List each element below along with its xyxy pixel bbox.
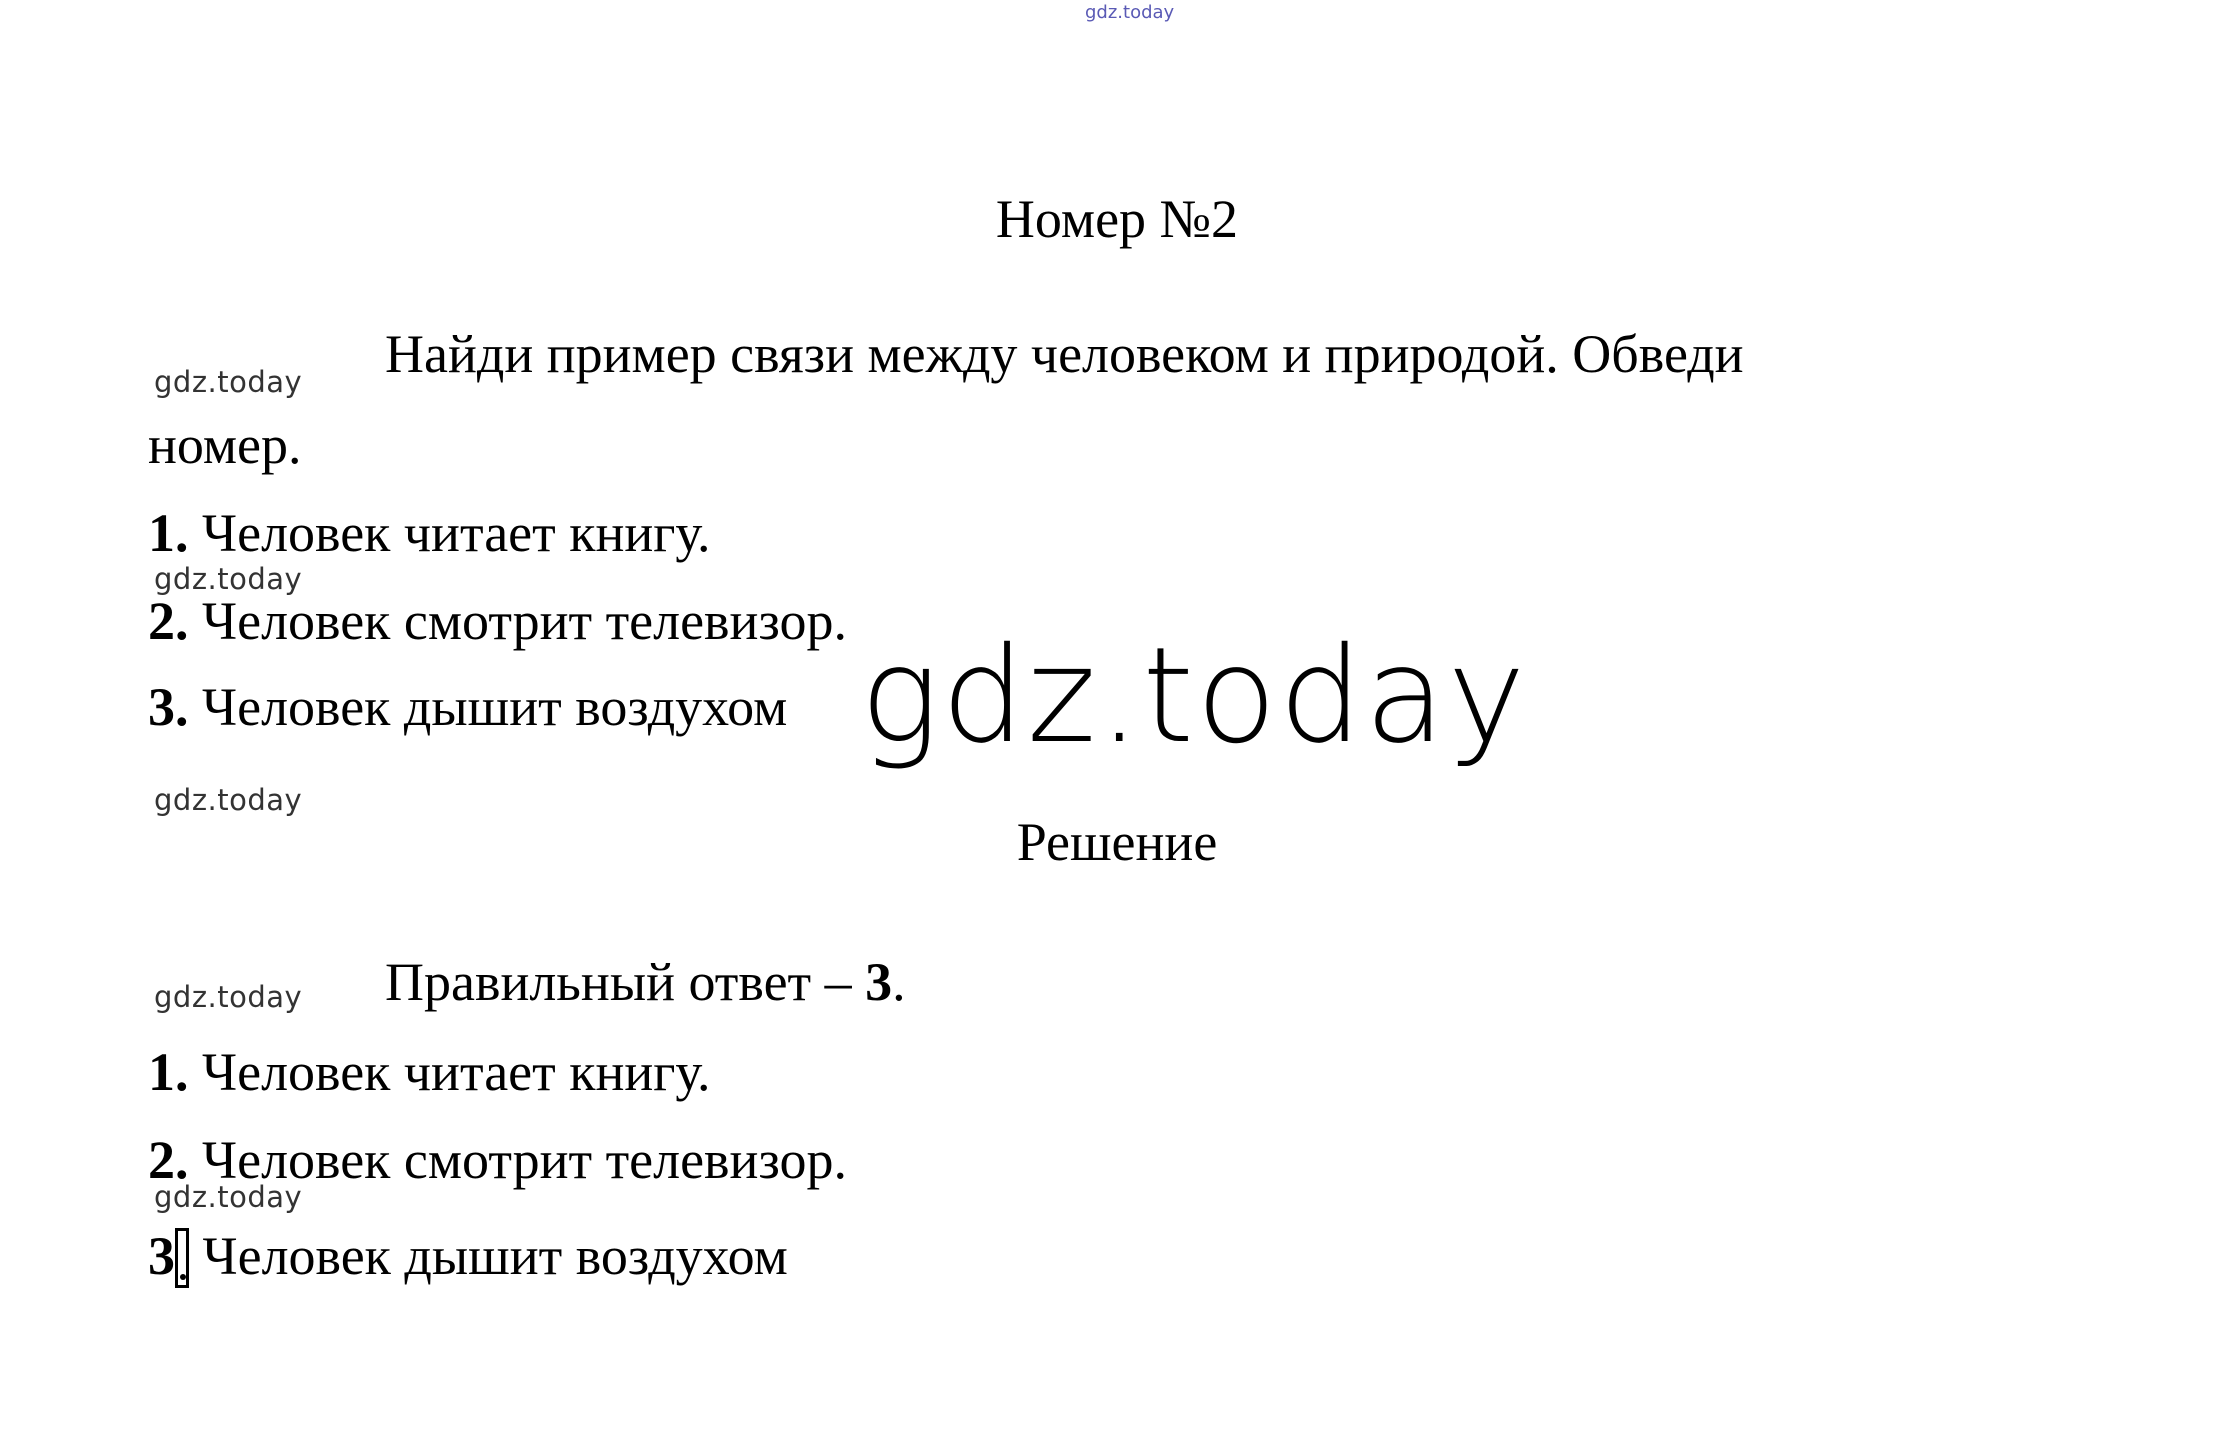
page-title: Номер №2 [995,189,1239,249]
solution-heading: Решение [1016,812,1218,872]
watermark-large: gdz.today [860,619,1528,773]
watermark-small: gdz.today [154,1180,303,1214]
option-number: 2. [148,1130,189,1190]
option-text: Человек дышит воздухом [202,677,788,737]
answer-suffix: . [892,952,906,1012]
watermark-top: gdz.today [1085,2,1175,23]
option-text: Человек дышит воздухом [202,1226,788,1286]
solution-option-2 [148,1130,847,1190]
option-number: 1. [148,1042,189,1102]
task-line-1: Найди пример связи между человеком и природой. Обведи [385,324,1744,384]
circled-dot-icon [175,1228,189,1288]
option-number: 3 [148,1226,175,1286]
solution-option-1 [148,1042,711,1102]
option-text: Человек смотрит телевизор. [202,591,847,651]
watermark-small: gdz.today [154,562,303,596]
option-text: Человек смотрит телевизор. [202,1130,847,1190]
task-line-2: номер. [148,415,302,475]
option-number: 2. [148,591,189,651]
answer-line [385,952,906,1012]
option-text: Человек читает книгу. [202,503,711,563]
option-text: Человек читает книгу. [202,1042,711,1102]
option-number: 3. [148,677,189,737]
watermark-small: gdz.today [154,980,303,1014]
watermark-small: gdz.today [154,783,303,817]
watermark-small: gdz.today [154,365,303,399]
option-1 [148,503,711,563]
answer-prefix: Правильный ответ – [385,952,866,1012]
option-3 [148,677,788,737]
answer-value: 3 [865,952,893,1012]
option-number: 1. [148,503,189,563]
solution-option-3 [148,1228,788,1288]
option-2 [148,591,847,651]
